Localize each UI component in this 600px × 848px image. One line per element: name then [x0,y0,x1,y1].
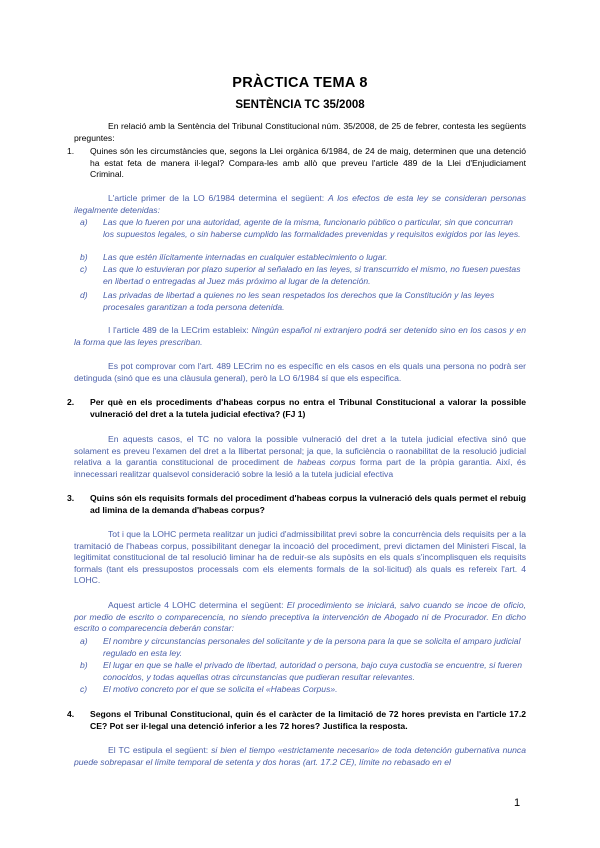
quote-text: El procedimiento se iniciará, salvo cuando se incoe de oficio, por medio de escrito o comparecencia, no siendo preceptiva la intervención de Abogado ni de Procurador. En dicho escrito o comparecencia deberán constar: [74,600,526,634]
question-text: Quines són les circumstàncies que, segons la Llei orgànica 6/1984, de 24 de maig, determinen que una detenció ha estat feta de manera il·legal? Compara-les amb allò que preveu l'article 489 de la Llei d'Enjudiciament Criminal. [90,146,526,180]
list-marker: a) [80,217,88,227]
list-marker: d) [80,290,88,300]
question-text: Segons el Tribunal Constitucional, quin és el caràcter de la limitació de 72 hores prevista en l'article 17.2 CE? Pot ser il·legal una detenció inferior a les 72 hores? Justifica la resposta. [90,709,526,731]
answer-text: L'article primer de la LO 6/1984 determina el següent: [108,193,329,203]
question-number: 1. [67,146,75,156]
list-item [80,264,526,287]
list-item [80,252,526,264]
page-title: PRÀCTICA TEMA 8 [232,75,368,91]
answer-text: En aquests casos, el TC no valora la possible vulneració del dret a la tutela judicial efectiva sinó que solament es preveu l'examen del dret a la llibertat personal; ja que, la suficiència o raonabilitat de la resolució judicial relativa a la garantia constitucional de procediment de [74,434,526,468]
list-item-text: Las privadas de libertad a quienes no les sean respetados los derechos que la Constitución y las leyes procesales garantizan a toda persona detenida. [103,290,495,312]
list-item [80,290,526,313]
quote-text: si bien el tiempo «estrictamente necesario» de toda detención gubernativa nunca puede sobrepasar el límite temporal de setenta y dos horas (art. 17.2 CE), límite no rebasado en el [74,745,526,767]
list-item-text: El lugar en que se halle el privado de libertad, autoridad o persona, bajo cuya custodia se encuentre, si fueren conocidos, y todas aquellas otras circunstancias que pudieran resultar relevantes. [103,660,522,682]
answer-text: forma part de la pròpia garantia. Així, és innecessari realitzar qualsevol consideració sobre la lesió a la tutela judicial efectiva [74,457,526,479]
intro-paragraph: En relació amb la Sentència del Tribunal Constitucional núm. 35/2008, de 25 de febrer, contesta les següents preguntes: [74,121,526,143]
list-marker: c) [80,264,88,274]
list-item [80,660,526,683]
answer-3-paragraph-2 [74,600,526,635]
question-2 [67,397,526,420]
question-4 [67,709,526,732]
answer-text: El TC estipula el següent: [108,745,212,755]
question-number: 3. [67,493,75,503]
question-text: Per què en els procediments d'habeas corpus no entra el Tribunal Constitucional a valorar la possible vulneració del dret a la tutela judicial efectiva? (FJ 1) [90,397,526,419]
answer-3-paragraph-1: Tot i que la LOHC permeta realitzar un judici d'admissibilitat previ sobre la concurrència dels requisits per a la tramitació de l'habeas corpus, possibilitant denegar la incoació del procediment, previ dictamen del Ministeri Fiscal, la legitimitat constitucional de tal resolució liminar ha de reduir-se als supòsits en els quals s'incomplisquen els requisits formals (tant els pressupostos processals com els elements formals de la sol·licitud) als quals es refereix l'art. 4 LOHC. [74,529,526,586]
list-marker: b) [80,660,88,670]
answer-2-paragraph [74,434,526,480]
list-item-text: El nombre y circunstancias personales del solicitante y de la persona para la que se solicita el amparo judicial regulado en esta ley. [103,636,521,658]
answer-1-paragraph-1 [74,193,526,216]
list-item [80,217,526,240]
quote-text: Ningún español ni extranjero podrá ser detenido sino en los casos y en la forma que las leyes prescriban. [74,325,526,347]
list-item [80,684,526,696]
page-number: 1 [514,797,521,809]
answer-text: Aquest article 4 LOHC determina el següent: [108,600,287,610]
question-number: 4. [67,709,75,719]
list-item-text: Las que estén ilícitamente internadas en cualquier establecimiento o lugar. [103,252,388,262]
question-number: 2. [67,397,75,407]
italic-term: habeas corpus [297,457,356,468]
quote-text: A los efectos de esta ley se consideran personas ilegalmente detenidas: [74,193,526,215]
question-3 [67,493,526,516]
list-marker: b) [80,252,88,262]
list-item-text: El motivo concreto por el que se solicita el «Habeas Corpus». [103,684,338,694]
list-marker: c) [80,684,88,694]
answer-4-paragraph [74,745,526,768]
answer-1-paragraph-3: Es pot comprovar com l'art. 489 LECrim no es específic en els casos en els quals una persona no podrà ser detinguda (sinó que es una clàusula general), però la LO 6/1984 sí que els especifica. [74,361,526,383]
list-item-text: Las que lo estuvieran por plazo superior al señalado en las leyes, si transcurrido el mismo, no fuesen puestas en libertad o entregadas al Juez más próximo al lugar de la detención. [103,264,521,286]
question-text: Quins són els requisits formals del procediment d'habeas corpus la vulneració dels quals permet el rebuig ad limina de la demanda d'habeas corpus? [90,493,526,515]
question-1 [67,146,526,181]
list-marker: a) [80,636,88,646]
answer-1-paragraph-2 [74,325,526,348]
list-item-text: Las que lo fueren por una autoridad, agente de la misma, funcionario público o particular, sin que concurran los supuestos legales, o sin haberse cumplido las formalidades prevenidas y requisitos exigidos por las leyes. [103,217,521,239]
list-item [80,636,526,659]
page-subtitle: SENTÈNCIA TC 35/2008 [235,99,365,111]
answer-text: I l'article 489 de la LECrim estableix: [108,325,252,335]
